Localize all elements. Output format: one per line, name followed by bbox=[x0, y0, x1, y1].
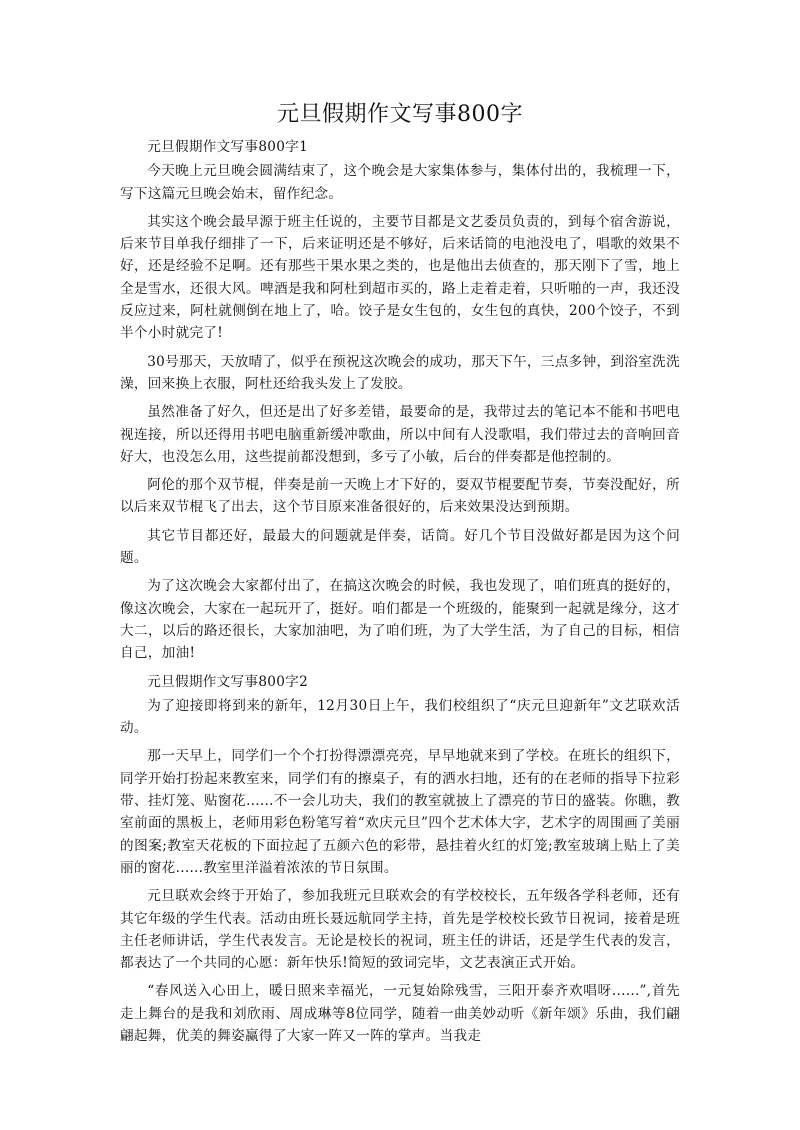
paragraph: 30号那天，天放晴了，似乎在预祝这次晚会的成功，那天下午，三点多钟，到浴室洗洗澡，回来换上衣服，阿杜还给我头发上了发胶。 bbox=[120, 353, 680, 392]
document-title: 元旦假期作文写事800字 bbox=[277, 102, 523, 127]
document-page bbox=[120, 100, 680, 1053]
section-heading: 元旦假期作文写事800字2 bbox=[147, 673, 309, 690]
section-1 bbox=[120, 136, 680, 665]
section-2 bbox=[120, 671, 680, 1048]
paragraph: 那一天早上，同学们一个个打扮得漂漂亮亮，早早地就来到了学校。在班长的组织下，同学开始打扮起来教室来，同学们有的擦桌子，有的洒水扫地，还有的在老师的指导下拉彩带、挂灯笼、贴窗花......不一会儿功夫，我们的教室就披上了漂亮的节日的盛装。你瞧，教室前面的黑板上，老师用彩色粉笔写着“欢庆元旦”四个艺术体大字，艺术字的周围画了美丽的图案;教室天花板的下面拉起了五颜六色的彩带，悬挂着火红的灯笼;教室玻璃上贴上了美丽的窗花......教室里洋溢着浓浓的节日氛围。 bbox=[120, 748, 680, 876]
paragraph: 为了这次晚会大家都付出了，在搞这次晚会的时候，我也发现了，咱们班真的挺好的，像这次晚会，大家在一起玩开了，挺好。咱们都是一个班级的，能聚到一起就是缘分，这才大二，以后的路还很长，大家加油吧，为了咱们班，为了大学生活，为了自己的目标，相信自己，加油! bbox=[120, 578, 680, 662]
paragraph: 其它节目都还好，最最大的问题就是伴奏，话筒。好几个节目没做好都是因为这个问题。 bbox=[120, 527, 680, 567]
paragraph: “春风送入心田上，暖日照来幸福光，一元复始除残雪，三阳开泰齐欢唱呀......”,首先走上舞台的是我和刘欣雨、周成琳等8位同学，随着一曲美妙动听《新年颂》乐曲，我们翩翩起舞，优美的舞姿赢得了大家一阵又一阵的掌声。当我走 bbox=[120, 983, 680, 1044]
paragraph: 虽然准备了好久，但还是出了好多差错，最要命的是，我带过去的笔记本不能和书吧电视连接，所以还得用书吧电脑重新缓冲歌曲，所以中间有人没歌唱，我们带过去的音响回音好大，也没怎么用，这些提前都没想到，多亏了小敏，后台的伴奏都是他控制的。 bbox=[120, 404, 680, 465]
paragraph: 阿伦的那个双节棍，伴奏是前一天晚上才下好的，耍双节棍要配节奏，节奏没配好，所以后来双节棍飞了出去，这个节目原来准备很好的，后来效果没达到预期。 bbox=[120, 477, 680, 516]
paragraph: 今天晚上元旦晚会圆满结束了，这个晚会是大家集体参与，集体付出的，我梳理一下，写下这篇元旦晚会始末，留作纪念。 bbox=[120, 163, 680, 202]
section-heading: 元旦假期作文写事800字1 bbox=[147, 139, 309, 155]
paragraph: 其实这个晚会最早源于班主任说的，主要节目都是文艺委员负责的，到每个宿舍游说，后来节目单我仔细排了一下，后来证明还是不够好，后来话筒的电池没电了，唱歌的效果不好，还是经验不足啊。还有那些干果水果之类的，也是他出去侦查的，那天刚下了雪，地上全是雪水，还很大风。啤酒是我和阿杜到超市买的，路上走着走着，只听啪的一声，我还没反应过来，阿杜就侧倒在地上了，哈。饺子是女生包的，女生包的真快，200个饺子，不到半个小时就完了! bbox=[120, 213, 680, 342]
paragraph: 为了迎接即将到来的新年，12月30日上午，我们校组织了“庆元旦迎新年”文艺联欢活动。 bbox=[120, 697, 680, 737]
paragraph: 元旦联欢会终于开始了，参加我班元旦联欢会的有学校校长，五年级各学科老师，还有其它年级的学生代表。活动由班长聂远航同学主持，首先是学校校长致节日祝词，接着是班主任老师讲话，学生代表发言。无论是校长的祝词，班主任的讲话，还是学生代表的发言，都表达了一个共同的心愿：新年快乐!简短的致词完毕，文艺表演正式开始。 bbox=[120, 888, 680, 972]
